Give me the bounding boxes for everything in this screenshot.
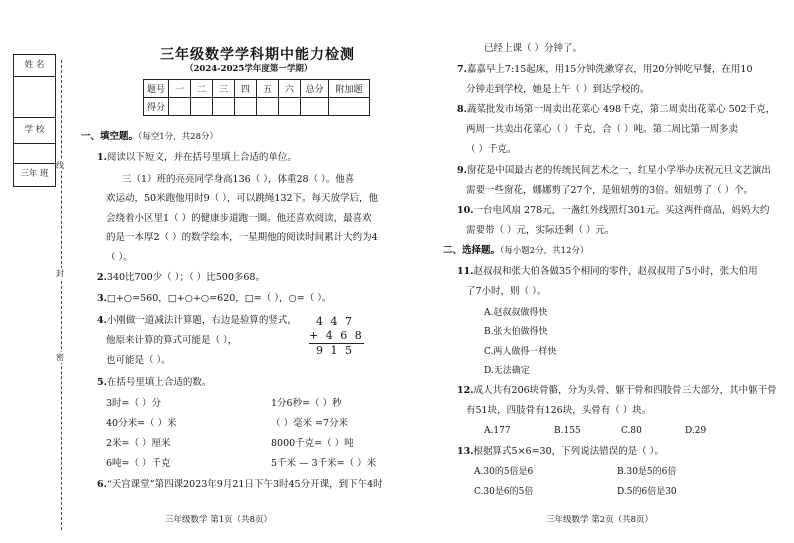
q13-option[interactable]: B.30是5的6倍 bbox=[617, 467, 677, 477]
q1-para-line: 欢运动，50米跑他用时9（ ），可以跳绳132下。每天放学后，他 bbox=[106, 193, 379, 204]
q4-line: 他原来计算的算式可能是（ ）， bbox=[106, 335, 238, 346]
q3 bbox=[97, 293, 332, 305]
q1-para-line: （ ）。 bbox=[106, 252, 133, 263]
binding-line bbox=[61, 60, 62, 530]
q1-text: 阅读以下短文，并在括号里填上合适的单位。 bbox=[106, 152, 297, 163]
section2-note: （每小题2分，共12分） bbox=[500, 246, 589, 256]
q5-right-item: 5千米 — 3千米=（ ）米 bbox=[271, 458, 377, 469]
q13-line: 根据算式5×6=30，下列说法错误的是（ ）。 bbox=[473, 446, 664, 457]
q4 bbox=[97, 315, 297, 327]
vertical-mid: + 4 6 8 bbox=[309, 329, 364, 342]
q4-vertical-calc bbox=[309, 315, 364, 358]
q2 bbox=[97, 272, 265, 284]
school-label: 学 校 bbox=[24, 125, 45, 135]
score-header-cell: 题号 bbox=[144, 80, 169, 98]
q12-num: 12. bbox=[457, 385, 474, 396]
q5-right-item: 1分6秒=（ ）秒 bbox=[271, 398, 342, 409]
q9 bbox=[457, 165, 771, 177]
q2-num: 2. bbox=[97, 272, 107, 283]
name-field[interactable] bbox=[14, 77, 55, 118]
score-header-cell: 一 bbox=[169, 80, 191, 98]
score-header-cell: 二 bbox=[191, 80, 213, 98]
q7-line: 嘉嘉早上7:15起床，用15分钟洗漱穿衣，用20分钟吃早餐，在用10 bbox=[466, 64, 753, 75]
score-cell[interactable] bbox=[213, 98, 235, 116]
score-cell[interactable] bbox=[301, 98, 329, 116]
vertical-bottom: 9 1 5 bbox=[316, 344, 354, 357]
q11-option[interactable]: A.赵叔叔做得快 bbox=[484, 308, 548, 318]
q1 bbox=[97, 152, 297, 164]
q5-left-item: 40分米=（ ）米 bbox=[106, 418, 177, 429]
q8-line: 蔬菜批发市场第一周卖出花菜心 498千克，第二周卖出花菜心 502千克， bbox=[466, 104, 776, 115]
class-label: 三年 班 bbox=[20, 169, 49, 179]
score-cell[interactable] bbox=[235, 98, 257, 116]
score-header-cell: 四 bbox=[235, 80, 257, 98]
q5-left-item: 3时=（ ）分 bbox=[106, 398, 162, 409]
q7-line: 分钟走到学校，她是上午（ ）到达学校的。 bbox=[466, 84, 650, 95]
score-header-cell: 附加题 bbox=[329, 80, 370, 98]
q11-num: 11. bbox=[457, 266, 474, 277]
q5-text: 在括号里填上合适的数。 bbox=[106, 377, 212, 388]
section2-heading-row bbox=[443, 245, 589, 257]
q6-num: 6. bbox=[97, 479, 107, 490]
q4-line: 也可能是（ ）。 bbox=[106, 355, 171, 366]
q5-left-item: 6吨=（ ）千克 bbox=[106, 458, 171, 469]
vertical-top: 4 4 7 bbox=[316, 315, 354, 328]
q10-num: 10. bbox=[457, 205, 474, 216]
page-title: 三年级数学学科期中能力检测 bbox=[160, 47, 355, 63]
score-cell[interactable] bbox=[279, 98, 301, 116]
q8-line: 两周一共卖出花菜心（ ）千克，合（ ）吨。第二周比第一周多卖 bbox=[466, 124, 739, 135]
score-cell[interactable] bbox=[257, 98, 279, 116]
binding-mark-line: 线 bbox=[56, 161, 64, 170]
q3-text: □+○=560，□+○+○=620，□=（ ），○=（ ）。 bbox=[106, 293, 332, 304]
q5-right-item: （ ）毫米 =7分米 bbox=[271, 418, 349, 429]
score-header-cell: 六 bbox=[279, 80, 301, 98]
q7-num: 7. bbox=[457, 64, 467, 75]
q11-line: 赵叔叔和张大伯各做35个相同的零件，赵叔叔用了5小时，张大伯用 bbox=[473, 266, 758, 277]
q6-line2: 已经上课（ ）分钟了。 bbox=[484, 43, 583, 54]
q5-left-item: 2米=（ ）厘米 bbox=[106, 438, 171, 449]
name-label: 姓 名 bbox=[14, 55, 55, 77]
q1-para-line: 的是一本厚2（ ）的数学绘本，一星期他的阅读时间累计大约为4 bbox=[106, 232, 378, 243]
q2-text: 340比700少（ ）；（ ）比500多68。 bbox=[106, 272, 265, 283]
q12-option[interactable]: C.80 bbox=[621, 426, 642, 436]
q1-num: 1. bbox=[97, 152, 107, 163]
q12-option[interactable]: A.177 bbox=[484, 426, 511, 436]
q7 bbox=[457, 64, 753, 76]
footer-right: 三年级数学 第2页（共8页） bbox=[546, 515, 654, 525]
q11-option[interactable]: D.无法确定 bbox=[484, 366, 530, 376]
q8 bbox=[457, 104, 775, 116]
score-header-cell: 五 bbox=[257, 80, 279, 98]
q4-num: 4. bbox=[97, 315, 107, 326]
q12-line: 有51块，四肢骨有126块，头骨有（ ）块。 bbox=[466, 405, 652, 416]
score-cell[interactable] bbox=[169, 98, 191, 116]
score-row-label: 得分 bbox=[144, 98, 169, 116]
q5-num: 5. bbox=[97, 377, 107, 388]
school-field[interactable] bbox=[14, 143, 55, 164]
q13-option[interactable]: D.5的6倍是30 bbox=[617, 487, 677, 497]
binding-mark-seal: 封 bbox=[56, 269, 64, 278]
section2-heading: 二、选择题。 bbox=[443, 245, 501, 256]
q11-option[interactable]: C.两人做得一样快 bbox=[484, 347, 557, 357]
q5 bbox=[97, 377, 211, 389]
q9-line: 需要一些窗花，娜娜剪了27个，是妞妞剪的3倍。妞妞剪了（ ）个。 bbox=[466, 185, 754, 196]
q5-right-item: 8000千克=（ ）吨 bbox=[271, 438, 354, 449]
q11-line: 了7小时，则（ ）。 bbox=[466, 286, 547, 297]
q9-line: 窗花是中国最古老的传统民间艺术之一，红星小学举办庆祝元旦文艺演出 bbox=[466, 165, 771, 176]
score-header-cell: 总分 bbox=[301, 80, 329, 98]
score-cell[interactable] bbox=[329, 98, 370, 116]
q6 bbox=[97, 479, 383, 491]
school-year: （2024-2025学年度第一学期） bbox=[185, 64, 313, 74]
q11 bbox=[457, 266, 758, 278]
q4-line: 小刚做一道减法计算题，右边是验算的竖式， bbox=[106, 315, 297, 326]
q1-para-line: 会绕着小区里1（ ）的健康步道跑一圈。他还喜欢阅读，最喜欢 bbox=[106, 213, 372, 224]
q9-num: 9. bbox=[457, 165, 467, 176]
section1-note: （每空1分，共28分） bbox=[138, 132, 218, 142]
q1-para-line: 三（1）班的亮亮同学身高136（ ），体重28（ ）。他喜 bbox=[122, 174, 355, 185]
q11-option[interactable]: B.张大伯做得快 bbox=[484, 327, 548, 337]
section1-heading: 一、填空题。 bbox=[81, 131, 139, 142]
q10-line: 一台电风扇 278元，一盏红外线照灯301元。买这两件商品，妈妈大约 bbox=[473, 205, 770, 216]
q13-num: 13. bbox=[457, 446, 474, 457]
score-cell[interactable] bbox=[191, 98, 213, 116]
q3-num: 3. bbox=[97, 293, 107, 304]
score-header-cell: 三 bbox=[213, 80, 235, 98]
q12-option[interactable]: B.155 bbox=[554, 426, 581, 436]
q8-line: （ ）千克。 bbox=[466, 144, 517, 155]
q12-line: 成人共有206块骨骼，分为头骨、躯干骨和四肢骨三大部分，其中躯干骨 bbox=[473, 385, 777, 396]
q8-num: 8. bbox=[457, 104, 467, 115]
q13-option[interactable]: A.30的5倍是6 bbox=[474, 467, 534, 477]
score-table bbox=[143, 79, 370, 116]
q10-line: 需要带（ ）元，实际还剩（ ）元。 bbox=[466, 225, 615, 236]
q12 bbox=[457, 385, 777, 397]
binding-mark-secret: 密 bbox=[56, 353, 64, 362]
q6-line1: “天宫课堂”第四课2023年9月21日下午3时45分开课，到下午4时 bbox=[106, 479, 383, 490]
student-info-box bbox=[13, 54, 56, 187]
q13-option[interactable]: C.30是6的5倍 bbox=[474, 487, 534, 497]
q10 bbox=[457, 205, 769, 217]
q13 bbox=[457, 446, 664, 458]
q12-option[interactable]: D.29 bbox=[685, 426, 707, 436]
footer-left: 三年级数学 第1页（共8页） bbox=[165, 515, 273, 525]
